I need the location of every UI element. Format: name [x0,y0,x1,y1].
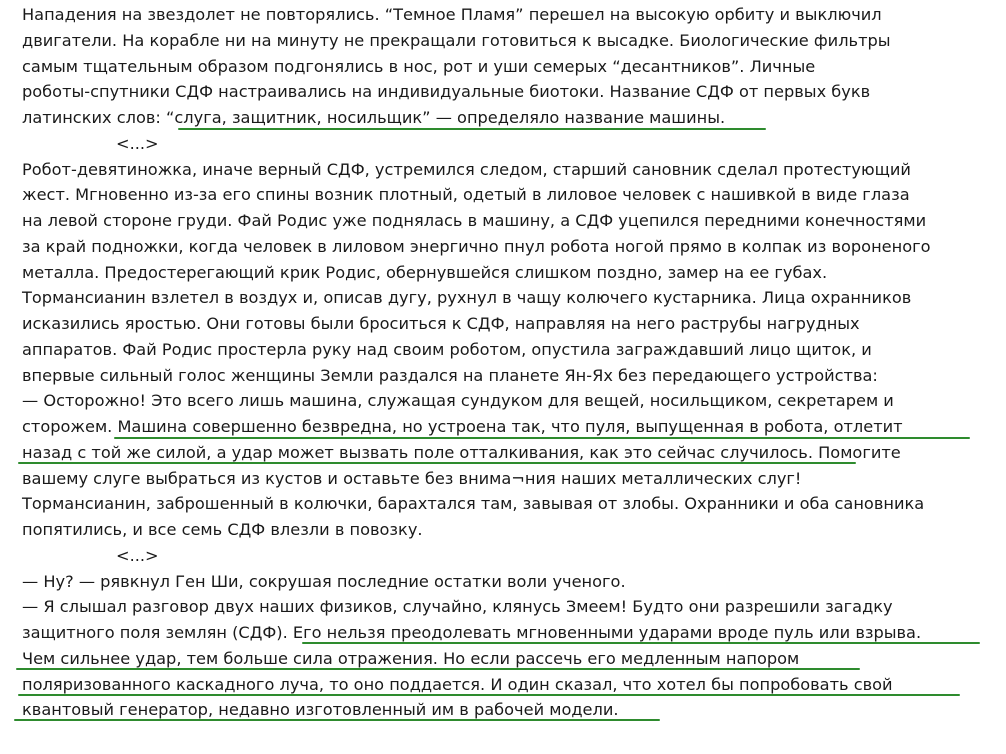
document-text [22,2,1002,723]
text-line: вашему слуге выбраться из кустов и оставьте без внима¬ния наших металлических слуг! [22,468,802,488]
text-line: попятились, и все семь СДФ влезли в повозку. [22,520,423,539]
highlight-underline [302,642,980,644]
line-text: латинских слов: “слуга, защитник, носильщик” — определяло название машины. [22,108,726,127]
text-line: Нападения на звездолет не повторялись. “Темное Пламя” перешел на высокую орбиту и выключил [22,5,882,24]
text-line: — Я слышал разговор двух наших физиков, случайно, клянусь Змеем! Будто они разрешили загадку [22,597,893,617]
highlight-underline [178,128,766,130]
text-line-highlighted [22,440,1002,466]
text-line-highlighted [22,620,1002,646]
text-line-highlighted [22,646,1002,672]
text-line: за край подножки, когда человек в лиловом энергично пнул робота ногой прямо в колпак из вороненого [22,236,931,256]
text-line-highlighted [22,672,1002,698]
text-line: металла. Предостерегающий крик Родис, обернувшейся слишком поздно, замер на ее губах. [22,262,828,282]
text-line-highlighted [22,105,1002,131]
text-line: Тормансианин, заброшенный в колючки, барахтался там, завывая от злобы. Охранники и оба сановника [22,494,925,514]
highlight-underline [114,437,970,439]
text-line: — Ну? — рявкнул Ген Ши, сокрушая последние остатки воли ученого. [22,571,626,591]
text-line-highlighted [22,414,1002,440]
text-line: Робот-девятиножка, иначе верный СДФ, устремился следом, старший сановник сделал протестующий [22,159,911,179]
line-text: Чем сильнее удар, тем больше сила отражения. Но если рассечь его медленным напором [22,648,800,668]
text-line-highlighted [22,697,1002,723]
text-line: на левой стороне груди. Фай Родис уже поднялась в машину, а СДФ уцепился передними конечностями [22,211,927,230]
text-line: впервые сильный голос женщины Земли раздался на планете Ян-Ях без передающего устройства: [22,365,878,385]
highlight-underline [16,668,860,670]
highlight-underline [18,694,960,696]
omission-marker: <...> [116,545,159,565]
text-line: жест. Мгновенно из-за его спины возник плотный, одетый в лиловое человек с нашивкой в виде глаза [22,185,910,205]
line-text: квантовый генератор, недавно изготовленный им в рабочей модели. [22,700,619,720]
text-line: роботы-спутники СДФ настраивались на индивидуальные биотоки. Название СДФ от первых букв [22,82,871,102]
highlight-underline [18,462,856,464]
line-text: поляризованного каскадного луча, то оно поддается. И один сказал, что хотел бы попробовать свой [22,674,893,694]
text-line: двигатели. На корабле ни на минуту не прекращали готовиться к высадке. Биологические фильтры [22,30,891,50]
omission-marker: <...> [116,133,159,153]
highlight-underline [14,719,660,721]
text-line: аппаратов. Фай Родис простерла руку над своим роботом, опустила заграждавший лицо щиток, и [22,339,872,359]
line-text: сторожем. Машина совершенно безвредна, но устроена так, что пуля, выпущенная в робота, отлетит [22,417,903,436]
text-line: самым тщательным образом подгонялись в нос, рот и уши семерых “десантников”. Личные [22,56,816,76]
text-line: Тормансианин взлетел в воздух и, описав дугу, рухнул в чащу колючего кустарника. Лица охранников [22,288,912,308]
text-line: — Осторожно! Это всего лишь машина, служащая сундуком для вещей, носильщиком, секретарем и [22,391,894,411]
line-text: защитного поля землян (СДФ). Его нельзя преодолевать мгновенными ударами вроде пуль или взрыва. [22,623,922,642]
text-line: исказились яростью. Они готовы были броситься к СДФ, направляя на него раструбы нагрудных [22,314,860,333]
line-text: назад с той же силой, а удар может вызвать поле отталкивания, как это сейчас случилось. Помогите [22,442,901,462]
